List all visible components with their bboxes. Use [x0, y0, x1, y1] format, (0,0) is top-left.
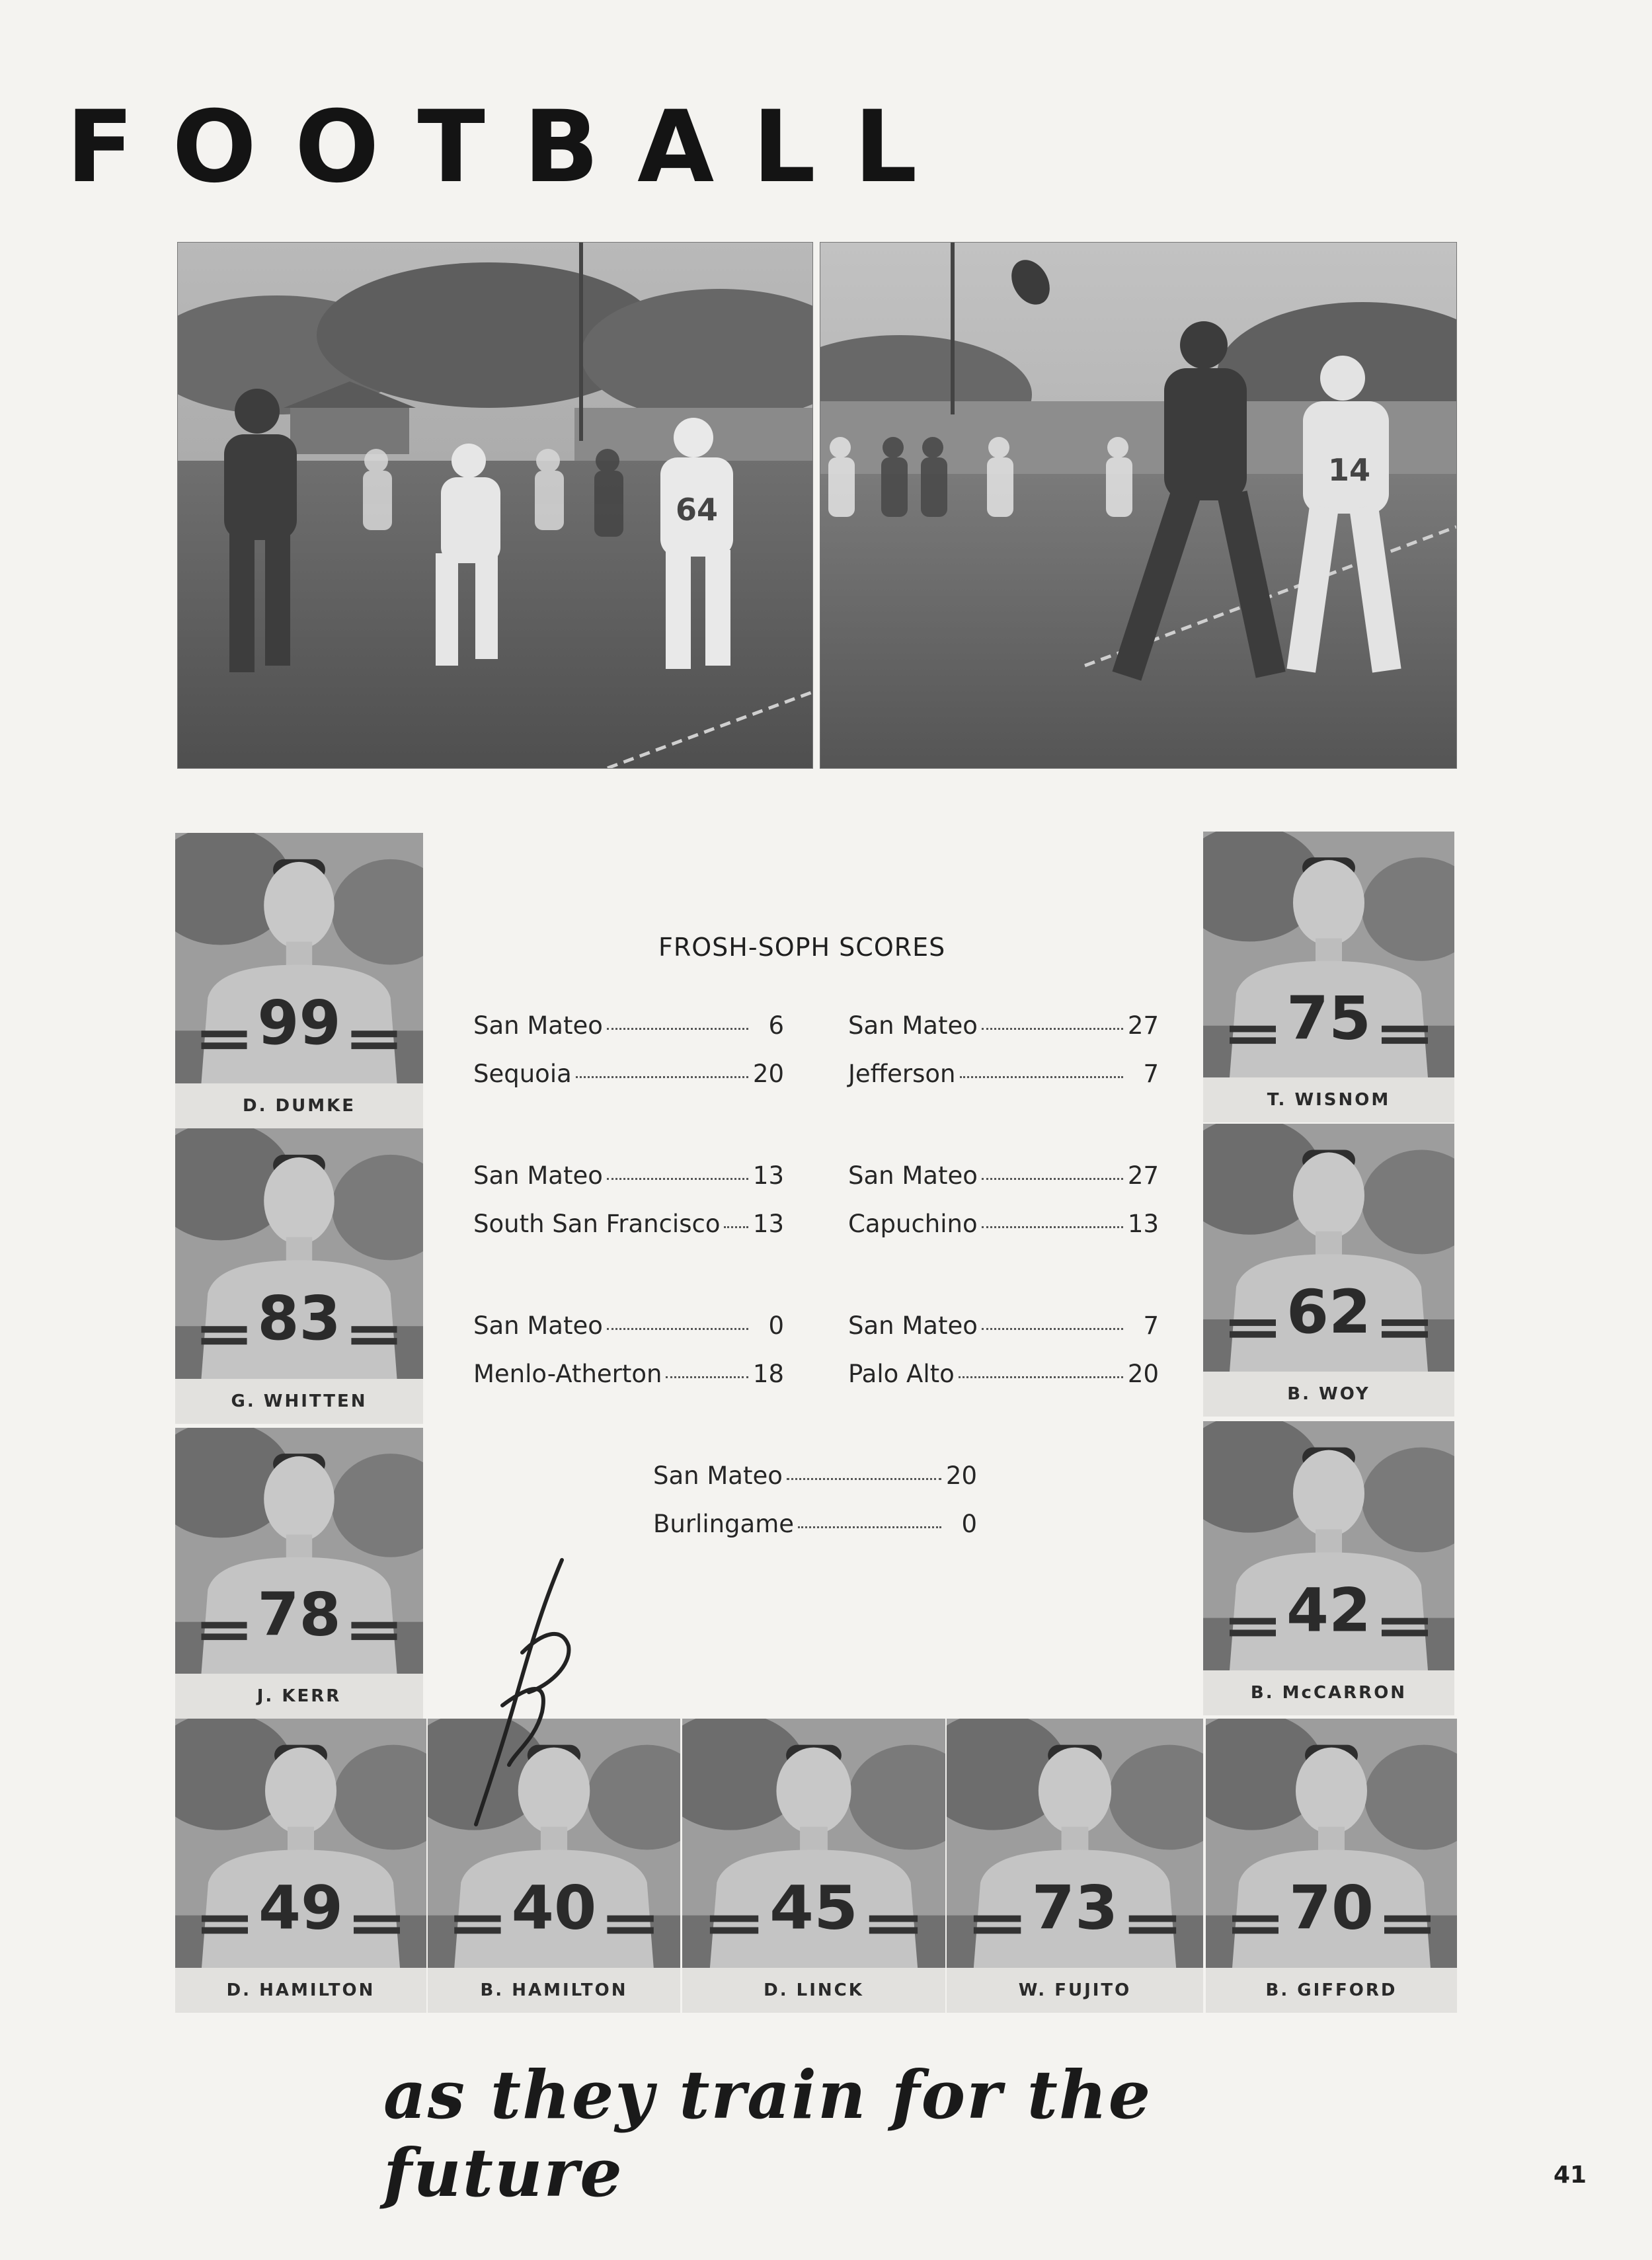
player-name: D. LINCK — [682, 1968, 945, 2013]
leader-dots — [576, 1076, 748, 1078]
player-photo — [947, 1719, 1203, 1968]
leader-dots — [666, 1376, 748, 1378]
score-game — [848, 1311, 1159, 1408]
leader-dots — [960, 1076, 1123, 1078]
player-portrait — [682, 1719, 945, 2013]
team-name: Sequoia — [473, 1060, 572, 1088]
team-score: 27 — [1127, 1011, 1159, 1040]
score-game — [473, 1311, 784, 1408]
player-name: B. GIFFORD — [1206, 1968, 1457, 2013]
player-portrait — [1203, 1421, 1454, 1715]
leader-dots — [798, 1526, 941, 1528]
leader-dots — [982, 1028, 1123, 1030]
score-row — [848, 1210, 1159, 1258]
player-name: T. WISNOM — [1203, 1077, 1454, 1122]
page-title: FOOTBALL — [66, 90, 956, 205]
jersey-number: 99 — [257, 987, 341, 1059]
player-name: D. DUMKE — [175, 1083, 423, 1128]
score-row — [473, 1360, 784, 1408]
score-row — [473, 1161, 784, 1210]
autograph-signature — [463, 1553, 582, 1831]
leader-dots — [724, 1226, 748, 1228]
team-score: 0 — [961, 1510, 977, 1538]
team-score: 20 — [752, 1060, 784, 1088]
player-portrait — [175, 1428, 423, 1719]
player-name: D. HAMILTON — [175, 1968, 426, 2013]
team-name: Palo Alto — [848, 1360, 955, 1388]
player-photo — [175, 1428, 423, 1674]
action-photo-left-jersey: 64 — [675, 492, 719, 527]
player-name: B. WOY — [1203, 1372, 1454, 1417]
jersey-number: 49 — [258, 1872, 344, 1943]
team-score: 13 — [752, 1161, 784, 1190]
player-photo — [1203, 1421, 1454, 1670]
leader-dots — [787, 1478, 941, 1480]
player-name: W. FUJITO — [947, 1968, 1203, 2013]
team-score: 18 — [752, 1360, 784, 1388]
player-photo — [175, 833, 423, 1083]
player-photo — [1206, 1719, 1457, 1968]
score-row — [473, 1210, 784, 1258]
team-score: 20 — [945, 1461, 977, 1490]
action-photo-right-jersey: 14 — [1327, 452, 1371, 488]
page-number: 41 — [1554, 2162, 1587, 2189]
player-photo — [175, 1719, 426, 1968]
score-row — [848, 1311, 1159, 1360]
leader-dots — [982, 1178, 1123, 1180]
player-portrait — [175, 1128, 423, 1424]
team-name: San Mateo — [473, 1311, 603, 1340]
score-row — [848, 1360, 1159, 1408]
player-name: B. McCARRON — [1203, 1670, 1454, 1715]
player-name: G. WHITTEN — [175, 1379, 423, 1424]
jersey-number: 70 — [1288, 1872, 1374, 1943]
player-portrait — [175, 833, 423, 1128]
score-row — [848, 1011, 1159, 1060]
jersey-number: 40 — [511, 1873, 597, 1943]
player-portrait — [1203, 832, 1454, 1122]
score-game — [473, 1161, 784, 1258]
team-name: San Mateo — [473, 1011, 603, 1040]
leader-dots — [959, 1376, 1123, 1378]
team-name: San Mateo — [848, 1011, 978, 1040]
team-name: Jefferson — [848, 1060, 956, 1088]
score-row — [653, 1510, 977, 1558]
leader-dots — [607, 1328, 748, 1330]
tagline: as they train for the future — [383, 2056, 1152, 2212]
score-row — [473, 1311, 784, 1360]
team-score: 6 — [768, 1011, 784, 1040]
score-row — [473, 1011, 784, 1060]
score-game — [848, 1011, 1159, 1108]
jersey-number: 78 — [257, 1580, 341, 1650]
action-photo-left — [177, 242, 813, 769]
team-name: San Mateo — [473, 1161, 603, 1190]
leader-dots — [982, 1226, 1123, 1228]
leader-dots — [607, 1178, 748, 1180]
jersey-number: 73 — [1031, 1872, 1119, 1943]
score-row — [848, 1161, 1159, 1210]
score-row — [473, 1060, 784, 1108]
team-name: South San Francisco — [473, 1210, 721, 1238]
player-photo — [175, 1128, 423, 1379]
player-portrait — [947, 1719, 1203, 2013]
player-portrait — [1206, 1719, 1457, 2013]
team-score: 27 — [1127, 1161, 1159, 1190]
score-game — [653, 1461, 977, 1558]
player-name: J. KERR — [175, 1674, 423, 1719]
player-photo — [1203, 1124, 1454, 1372]
score-row — [848, 1060, 1159, 1108]
team-name: San Mateo — [653, 1461, 783, 1490]
score-game — [848, 1161, 1159, 1258]
team-name: San Mateo — [848, 1311, 978, 1340]
player-photo — [682, 1719, 945, 1968]
team-name: Capuchino — [848, 1210, 978, 1238]
team-score: 7 — [1143, 1060, 1159, 1088]
team-name: San Mateo — [848, 1161, 978, 1190]
leader-dots — [607, 1028, 748, 1030]
team-name: Menlo-Atherton — [473, 1360, 662, 1388]
scores-heading: FROSH-SOPH SCORES — [658, 933, 946, 962]
player-photo — [1203, 832, 1454, 1077]
player-name: B. HAMILTON — [428, 1968, 680, 2013]
player-portrait — [1203, 1124, 1454, 1417]
jersey-number: 83 — [257, 1282, 341, 1354]
action-photo-right — [820, 242, 1457, 769]
team-score: 0 — [768, 1311, 784, 1340]
jersey-number: 45 — [769, 1873, 859, 1943]
jersey-number: 42 — [1286, 1575, 1372, 1646]
team-score: 13 — [1127, 1210, 1159, 1238]
team-score: 7 — [1143, 1311, 1159, 1340]
team-score: 20 — [1127, 1360, 1159, 1388]
player-portrait — [175, 1719, 426, 2013]
team-name: Burlingame — [653, 1510, 795, 1538]
score-row — [653, 1461, 977, 1510]
jersey-number: 75 — [1286, 984, 1372, 1054]
jersey-number: 62 — [1286, 1276, 1372, 1347]
score-game — [473, 1011, 784, 1108]
leader-dots — [982, 1328, 1123, 1330]
team-score: 13 — [752, 1210, 784, 1238]
